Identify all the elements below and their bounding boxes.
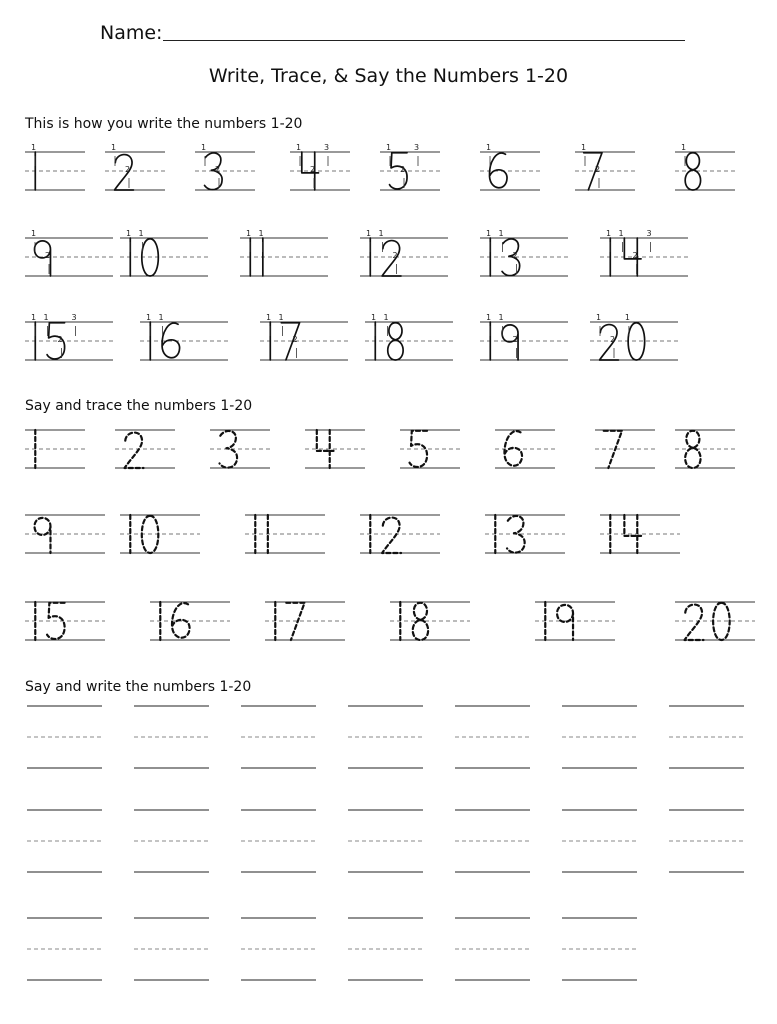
number-card-3 [210, 430, 270, 468]
stroke-order-number: 1 [486, 143, 492, 152]
stroke-order-number: 1 [486, 229, 492, 238]
stroke-order-number: 3 [414, 143, 420, 152]
number-card-5 [380, 143, 440, 190]
number-card-16 [150, 602, 230, 640]
number-card-17 [260, 313, 348, 360]
number-card-1 [25, 143, 85, 190]
number-card-19 [535, 602, 615, 640]
number-card-20 [675, 602, 755, 640]
number-card-13 [485, 515, 565, 553]
number-card-17 [265, 602, 345, 640]
number-card-14 [600, 515, 680, 553]
stroke-order-number: 2 [57, 335, 63, 344]
stroke-order-number: 1 [111, 143, 117, 152]
stroke-order-number: 1 [624, 313, 630, 322]
stroke-order-number: 2 [610, 335, 616, 344]
practice-writing-cell[interactable] [348, 918, 423, 980]
digit-9-stroke [557, 605, 573, 640]
practice-writing-cell[interactable] [27, 706, 102, 768]
number-card-20 [590, 313, 678, 360]
stroke-order-number: 1 [366, 229, 372, 238]
stroke-order-number: 1 [31, 313, 37, 322]
stroke-order-number: 1 [138, 229, 144, 238]
stroke-order-number: 1 [146, 313, 152, 322]
number-card-19 [480, 313, 568, 360]
number-card-11 [245, 515, 325, 553]
number-card-2 [105, 143, 165, 190]
stroke-order-number: 1 [31, 143, 37, 152]
number-card-18 [365, 313, 453, 360]
stroke-order-number: 2 [310, 165, 316, 174]
number-card-4 [305, 430, 365, 468]
stroke-order-number: 1 [296, 143, 302, 152]
stroke-order-number: 1 [681, 143, 687, 152]
digit-2-stroke [382, 518, 401, 553]
practice-writing-cell[interactable] [134, 810, 209, 872]
number-card-13 [480, 229, 568, 276]
stroke-order-number: 1 [266, 313, 272, 322]
number-card-9 [25, 515, 105, 553]
practice-writing-cell[interactable] [348, 810, 423, 872]
stroke-order-number: 1 [371, 313, 377, 322]
number-card-12 [360, 229, 448, 276]
stroke-order-number: 1 [246, 229, 252, 238]
number-card-6 [480, 143, 540, 190]
stroke-order-number: 2 [45, 251, 51, 260]
number-card-8 [675, 143, 735, 190]
stroke-order-number: 1 [581, 143, 587, 152]
digit-2-stroke [685, 605, 704, 640]
number-card-14 [600, 229, 688, 276]
stroke-order-number: 1 [278, 313, 284, 322]
number-card-1 [25, 430, 85, 468]
stroke-order-number: 1 [201, 143, 207, 152]
practice-writing-cell[interactable] [455, 810, 530, 872]
section-label-write: This is how you write the numbers 1-20 [25, 116, 303, 132]
stroke-order-number: 1 [258, 229, 264, 238]
stroke-order-number: 1 [486, 313, 492, 322]
number-card-10 [120, 515, 200, 553]
practice-writing-cell[interactable] [348, 706, 423, 768]
stroke-order-number: 2 [392, 251, 398, 260]
number-card-8 [675, 430, 735, 468]
digit-2-stroke [125, 433, 144, 468]
practice-writing-cell[interactable] [241, 810, 316, 872]
stroke-order-number: 2 [400, 165, 406, 174]
stroke-order-number: 2 [512, 251, 518, 260]
number-card-18 [390, 602, 470, 640]
number-card-10 [120, 229, 208, 276]
number-card-15 [25, 313, 113, 360]
digit-6-stroke [489, 153, 507, 188]
stroke-order-number: 1 [126, 229, 132, 238]
practice-writing-cell[interactable] [27, 810, 102, 872]
stroke-order-number: 2 [125, 165, 131, 174]
stroke-order-number: 1 [158, 313, 164, 322]
stroke-order-number: 1 [596, 313, 602, 322]
number-card-11 [240, 229, 328, 276]
stroke-order-number: 3 [646, 229, 652, 238]
practice-writing-cell[interactable] [562, 706, 637, 768]
stroke-order-number: 1 [378, 229, 384, 238]
number-card-12 [360, 515, 440, 553]
digit-6-stroke [172, 603, 190, 638]
number-card-9 [25, 229, 113, 276]
name-label: Name: [100, 22, 163, 44]
stroke-order-number: 2 [512, 335, 518, 344]
stroke-order-number: 1 [618, 229, 624, 238]
stroke-order-number: 2 [292, 335, 298, 344]
digit-6-stroke [162, 323, 180, 358]
stroke-order-number: 3 [71, 313, 77, 322]
practice-writing-cell[interactable] [455, 918, 530, 980]
stroke-order-number: 1 [31, 229, 37, 238]
practice-writing-cell[interactable] [241, 706, 316, 768]
stroke-order-number: 3 [324, 143, 330, 152]
number-card-7 [595, 430, 655, 468]
practice-writing-cell[interactable] [455, 706, 530, 768]
practice-writing-cell[interactable] [562, 810, 637, 872]
stroke-order-number: 2 [595, 165, 601, 174]
digit-6-stroke [504, 431, 522, 466]
practice-writing-cell[interactable] [562, 918, 637, 980]
section-label-practice: Say and write the numbers 1-20 [25, 679, 252, 695]
stroke-order-number: 1 [498, 229, 504, 238]
number-card-16 [140, 313, 228, 360]
practice-writing-cell[interactable] [27, 918, 102, 980]
practice-writing-cell[interactable] [134, 706, 209, 768]
number-card-3 [195, 143, 255, 190]
digit-5-stroke [410, 431, 428, 467]
practice-writing-cell[interactable] [669, 810, 744, 872]
stroke-order-number: 2 [215, 165, 221, 174]
stroke-order-number: 1 [498, 313, 504, 322]
stroke-order-number: 1 [606, 229, 612, 238]
stroke-order-number: 1 [386, 143, 392, 152]
stroke-order-number: 2 [632, 251, 638, 260]
number-card-5 [400, 430, 460, 468]
number-card-6 [495, 430, 555, 468]
practice-writing-cell[interactable] [134, 918, 209, 980]
stroke-order-number: 1 [43, 313, 49, 322]
section-label-trace: Say and trace the numbers 1-20 [25, 398, 253, 414]
number-card-2 [115, 430, 175, 468]
worksheet-title: Write, Trace, & Say the Numbers 1-20 [208, 65, 569, 87]
practice-writing-cell[interactable] [669, 706, 744, 768]
number-card-7 [575, 143, 635, 190]
number-card-4 [290, 143, 350, 190]
practice-writing-cell[interactable] [241, 918, 316, 980]
stroke-order-number: 1 [383, 313, 389, 322]
digit-9-stroke [35, 518, 51, 553]
number-card-15 [25, 602, 105, 640]
